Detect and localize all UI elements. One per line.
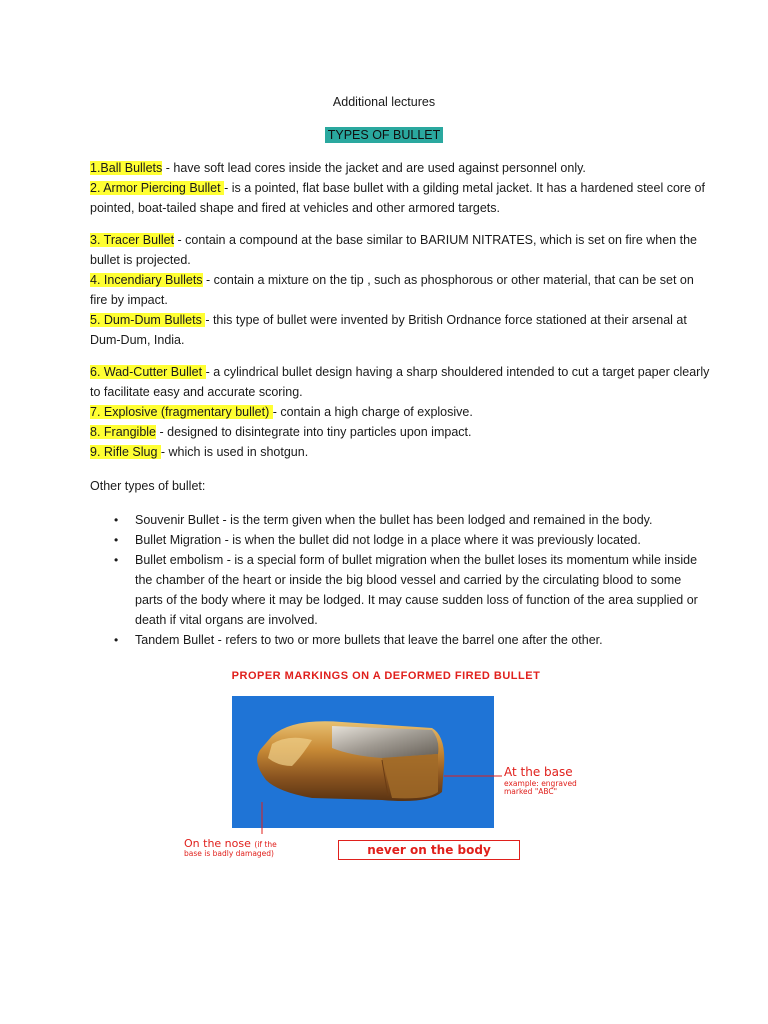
type-item-6 bbox=[90, 362, 710, 402]
label-never-on-body: never on the body bbox=[338, 840, 520, 860]
section-title bbox=[0, 126, 768, 144]
other-types-list bbox=[90, 510, 710, 650]
other-types-label: Other types of bullet: bbox=[90, 479, 206, 493]
type-desc: - contain a mixture on the tip , such as phosphorous or other material, that can be set on fire by impact. bbox=[90, 273, 694, 307]
figure-title: PROPER MARKINGS ON A DEFORMED FIRED BULLET bbox=[231, 670, 541, 682]
type-desc: - contain a high charge of explosive. bbox=[272, 405, 473, 419]
type-name: 6. Wad-Cutter Bullet bbox=[90, 365, 206, 379]
label-at-base-example bbox=[504, 780, 577, 796]
type-name: 7. Explosive (fragmentary bullet) bbox=[90, 405, 273, 419]
list-item-text: Bullet embolism - is a special form of bullet migration when the bullet loses its momentum while inside the chamber of the heart or inside the big blood vessel and carried by the circulating blood to some parts of the body where it may be lodged. It may cause sudden loss of function of the area supplied or death if vital organs are involved. bbox=[135, 553, 698, 627]
bullet-dot-icon: • bbox=[114, 533, 119, 547]
type-name: 9. Rifle Slug bbox=[90, 445, 161, 459]
type-desc: - this type of bullet were invented by British Ordnance force stationed at their arsenal at Dum-Dum, India. bbox=[90, 313, 687, 347]
type-desc: - contain a compound at the base similar to BARIUM NITRATES, which is set on fire when the bullet is projected. bbox=[90, 233, 697, 267]
type-item-4 bbox=[90, 270, 710, 310]
label-nose-text: On the nose bbox=[184, 837, 251, 850]
type-name: 5. Dum-Dum Bullets bbox=[90, 313, 206, 327]
type-desc: - is a pointed, flat base bullet with a gilding metal jacket. It has a hardened steel core of pointed, boat-tailed shape and fired at vehicles and other armored targets. bbox=[90, 181, 705, 215]
list-item bbox=[90, 550, 710, 630]
type-name: 3. Tracer Bullet bbox=[90, 233, 175, 247]
list-item bbox=[90, 530, 710, 550]
bullet-markings-figure bbox=[166, 662, 606, 874]
type-desc: - a cylindrical bullet design having a sharp shouldered intended to cut a target paper clearly to facilitate easy and accurate scoring. bbox=[90, 365, 710, 399]
list-item-text: Souvenir Bullet - is the term given when the bullet has been lodged and remained in the body. bbox=[135, 513, 653, 527]
bullet-dot-icon: • bbox=[114, 633, 119, 647]
type-item-5 bbox=[90, 310, 710, 350]
types-group-3 bbox=[90, 362, 710, 462]
section-title-highlight: TYPES OF BULLET bbox=[325, 127, 444, 143]
type-name: 4. Incendiary Bullets bbox=[90, 273, 203, 287]
type-item-8 bbox=[90, 422, 710, 442]
type-item-1 bbox=[90, 158, 710, 178]
label-nose-sub: base is badly damaged) bbox=[184, 849, 274, 858]
type-item-3 bbox=[90, 230, 710, 270]
label-at-base: At the base bbox=[504, 765, 573, 779]
list-item bbox=[90, 510, 710, 530]
list-item-text: Bullet Migration - is when the bullet did not lodge in a place where it was previously located. bbox=[135, 533, 641, 547]
type-desc: - have soft lead cores inside the jacket and are used against personnel only. bbox=[162, 161, 586, 175]
types-group-1 bbox=[90, 158, 710, 218]
label-nose-note: (if the bbox=[254, 840, 277, 849]
type-item-2 bbox=[90, 178, 710, 218]
types-group-2 bbox=[90, 230, 710, 350]
type-item-7 bbox=[90, 402, 710, 422]
type-item-9 bbox=[90, 442, 710, 462]
type-name: 2. Armor Piercing Bullet bbox=[90, 181, 225, 195]
bullet-dot-icon: • bbox=[114, 513, 119, 527]
list-item bbox=[90, 630, 710, 650]
type-name: 1.Ball Bullets bbox=[90, 161, 163, 175]
type-name: 8. Frangible bbox=[90, 425, 157, 439]
type-desc: - designed to disintegrate into tiny particles upon impact. bbox=[156, 425, 472, 439]
page-title: Additional lectures bbox=[332, 95, 436, 109]
list-item-text: Tandem Bullet - refers to two or more bullets that leave the barrel one after the other. bbox=[135, 633, 603, 647]
label-base-sub-line-2: marked "ABC" bbox=[504, 787, 558, 796]
label-base-sub-line-1: example: engraved bbox=[504, 779, 577, 788]
type-desc: - which is used in shotgun. bbox=[160, 445, 309, 459]
bullet-dot-icon: • bbox=[114, 553, 119, 567]
